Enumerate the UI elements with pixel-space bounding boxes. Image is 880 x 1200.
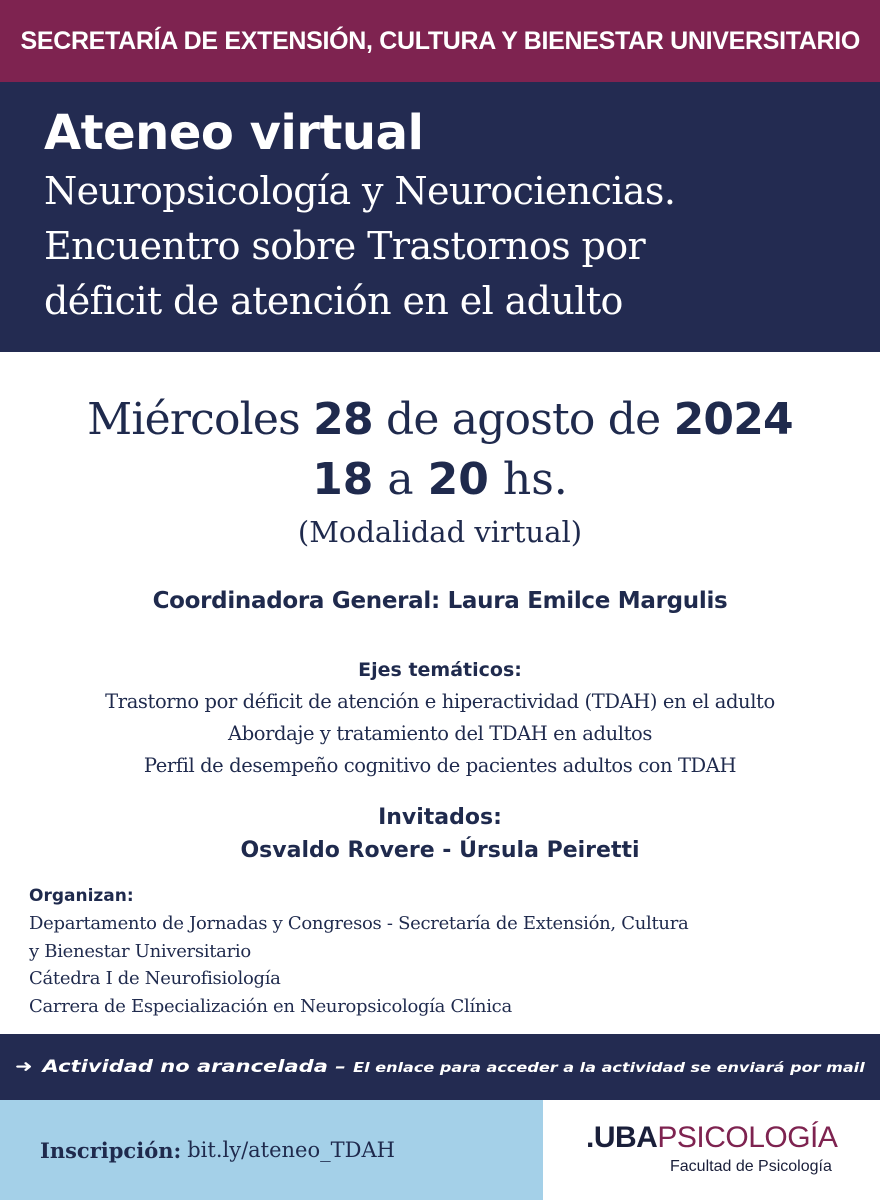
event-date bbox=[0, 390, 880, 450]
time-connector: a bbox=[387, 454, 414, 505]
fee-note-detail: El enlace para acceder a la actividad se enviará por mail bbox=[353, 1061, 865, 1076]
subtitle-line: Encuentro sobre Trastornos por bbox=[44, 224, 646, 268]
logo-facultad: Facultad de Psicología bbox=[670, 1158, 832, 1175]
logo-wordmark bbox=[586, 1122, 837, 1154]
ejes-list bbox=[0, 686, 880, 782]
inscripcion-box bbox=[0, 1100, 543, 1200]
event-subtitle bbox=[44, 164, 836, 329]
date-year: 2024 bbox=[673, 394, 793, 445]
event-title: Ateneo virtual bbox=[44, 105, 424, 161]
date-month: de agosto de bbox=[385, 394, 661, 445]
date-day: 28 bbox=[313, 394, 373, 445]
date-weekday: Miércoles bbox=[87, 394, 300, 445]
organizan-list bbox=[29, 910, 849, 1020]
secretaria-text: SECRETARÍA DE EXTENSIÓN, CULTURA Y BIENESTAR UNIVERSITARIO bbox=[20, 26, 860, 55]
event-time bbox=[0, 450, 880, 510]
secretaria-banner bbox=[0, 0, 880, 82]
title-block bbox=[0, 82, 880, 352]
fee-note-strong: Actividad no arancelada – bbox=[42, 1057, 346, 1077]
logo-psicologia: PSICOLOGÍA bbox=[657, 1121, 838, 1154]
arrow-right-icon: ➜ bbox=[15, 1057, 33, 1077]
coordinator: Coordinadora General: Laura Emilce Margulis bbox=[152, 588, 728, 614]
time-end: 20 bbox=[427, 454, 489, 505]
invitados-names: Osvaldo Rovere - Úrsula Peiretti bbox=[240, 838, 640, 863]
organizan-line: Carrera de Especialización en Neuropsicología Clínica bbox=[29, 995, 512, 1017]
uba-psicologia-logo bbox=[543, 1100, 880, 1200]
time-start: 18 bbox=[312, 454, 374, 505]
fee-note-banner bbox=[0, 1034, 880, 1100]
time-unit: hs. bbox=[502, 454, 568, 505]
organizan-line: Departamento de Jornadas y Congresos - Secretaría de Extensión, Cultura bbox=[29, 913, 689, 934]
inscripcion-label: Inscripción: bbox=[40, 1137, 182, 1163]
invitados-title: Invitados: bbox=[378, 805, 502, 830]
organizan-title: Organizan: bbox=[29, 886, 134, 906]
eje-item: Abordaje y tratamiento del TDAH en adultos bbox=[228, 722, 652, 745]
eje-item: Perfil de desempeño cognitivo de pacientes adultos con TDAH bbox=[143, 754, 737, 777]
ejes-title: Ejes temáticos: bbox=[358, 659, 522, 681]
organizan-line: Cátedra I de Neurofisiología bbox=[29, 968, 281, 989]
event-modality: (Modalidad virtual) bbox=[297, 515, 583, 549]
organizan-line: y Bienestar Universitario bbox=[29, 940, 251, 962]
inscripcion-link[interactable]: bit.ly/ateneo_TDAH bbox=[187, 1138, 395, 1162]
subtitle-line: déficit de atención en el adulto bbox=[44, 279, 623, 323]
eje-item: Trastorno por déficit de atención e hiperactividad (TDAH) en el adulto bbox=[105, 690, 775, 713]
logo-uba: .UBA bbox=[586, 1121, 658, 1154]
subtitle-line: Neuropsicología y Neurociencias. bbox=[44, 169, 676, 213]
